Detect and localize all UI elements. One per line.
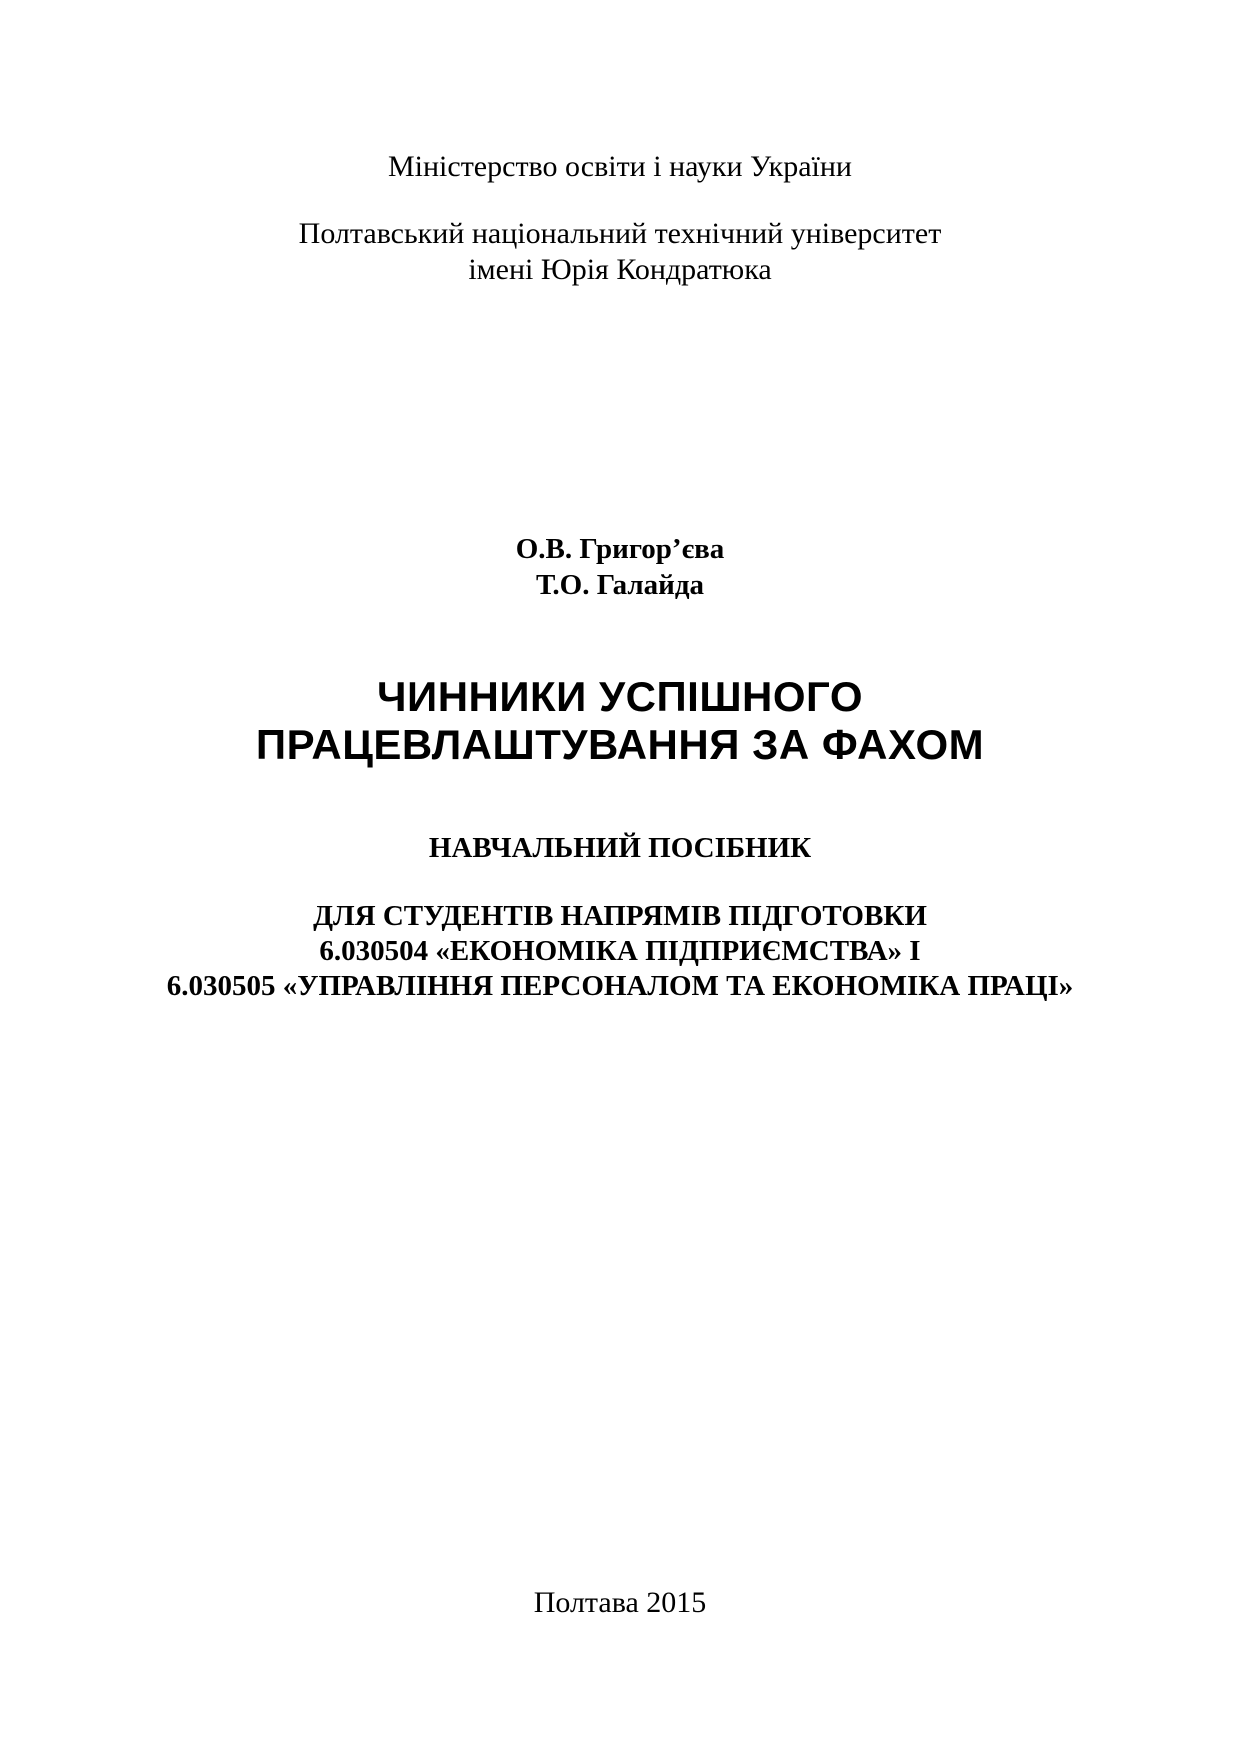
author-name: О.В. Григор’єва bbox=[515, 533, 725, 565]
book-title-line2: ПРАЦЕВЛАШТУВАННЯ ЗА ФАХОМ bbox=[255, 721, 985, 768]
book-title-line1: ЧИННИКИ УСПІШНОГО bbox=[377, 673, 863, 720]
document-type: НАВЧАЛЬНИЙ ПОСІБНИК bbox=[428, 832, 812, 864]
university-name-line1: Полтавський національний технічний університет bbox=[298, 217, 942, 250]
author-name: Т.О. Галайда bbox=[535, 569, 705, 601]
audience-line2: 6.030504 «ЕКОНОМІКА ПІДПРИЄМСТВА» І bbox=[319, 935, 921, 967]
place-and-year: Полтава 2015 bbox=[533, 1586, 707, 1619]
audience-line3: 6.030505 «УПРАВЛІННЯ ПЕРСОНАЛОМ ТА ЕКОНОМІКА ПРАЦІ» bbox=[166, 970, 1074, 1002]
audience-line1: ДЛЯ СТУДЕНТІВ НАПРЯМІВ ПІДГОТОВКИ bbox=[313, 900, 927, 932]
ministry-name: Міністерство освіти і науки України bbox=[387, 150, 852, 183]
university-name-line2: імені Юрія Кондратюка bbox=[468, 253, 772, 286]
